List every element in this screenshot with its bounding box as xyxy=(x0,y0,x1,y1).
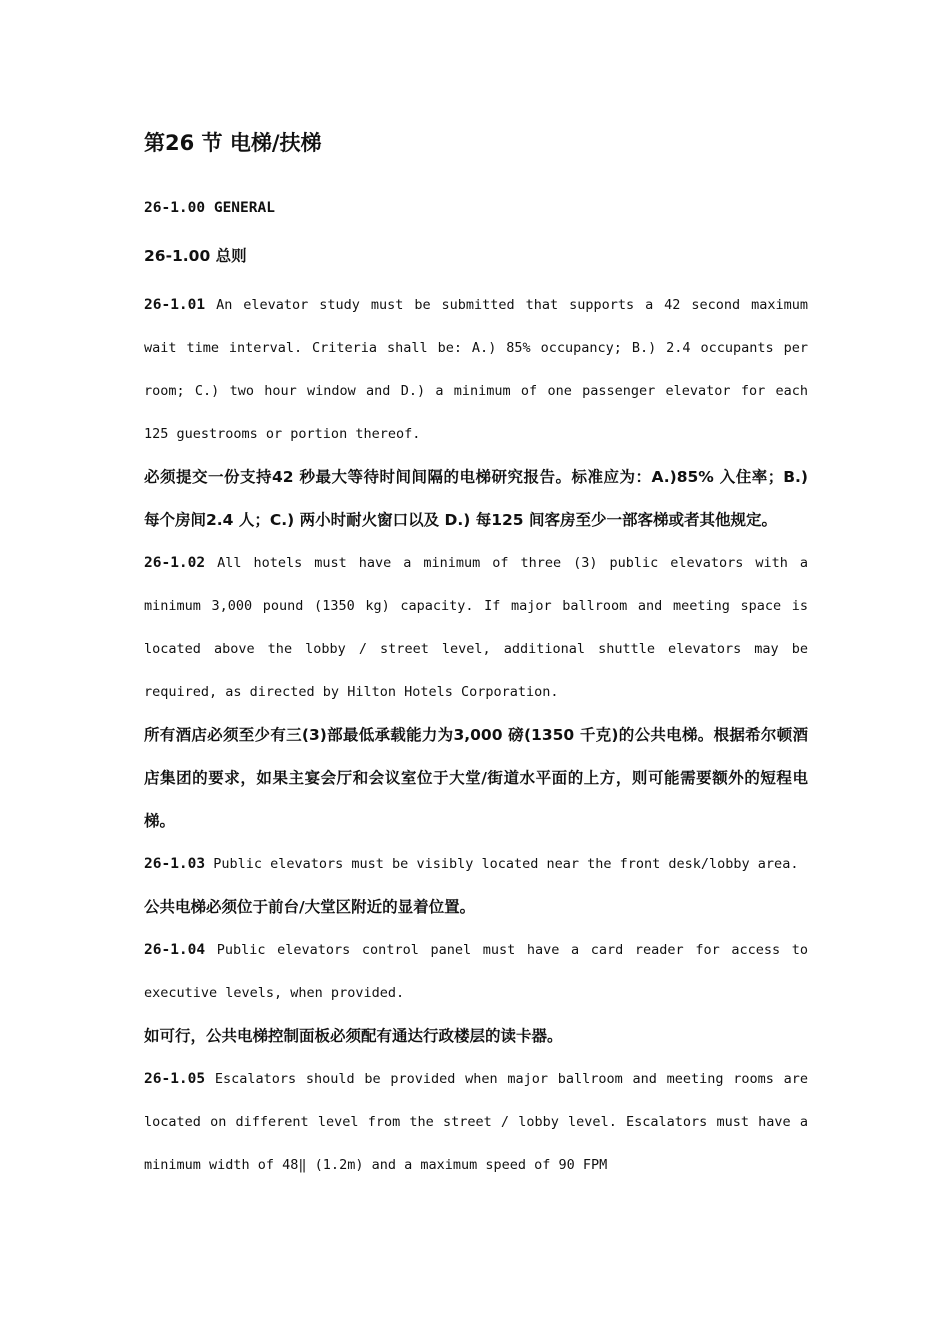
clause-en xyxy=(144,929,808,1015)
clause-number: 26-1.04 xyxy=(144,942,206,958)
clause-text-cn: 所有酒店必须至少有三(3)部最低承载能力为3,000 磅(1350 千克)的公共电梯。根据希尔顿酒店集团的要求，如果主宴会厅和会议室位于大堂/街道水平面的上方，则可能需要额外的短程电梯。 xyxy=(144,726,808,830)
clause-text-cn: 如可行，公共电梯控制面板必须配有通达行政楼层的读卡器。 xyxy=(144,1027,563,1045)
clause-text-cn: 公共电梯必须位于前台/大堂区附近的显着位置。 xyxy=(144,898,476,916)
section-title: 第26 节 电梯/扶梯 xyxy=(144,131,322,155)
general-heading-en: 26-1.00 GENERAL xyxy=(144,200,275,216)
general-heading-cn: 26-1.00 总则 xyxy=(144,247,247,265)
clause-en xyxy=(144,284,808,456)
clause-text-en: Public elevators control panel must have a card reader for access to executive levels, when provided. xyxy=(144,942,808,1001)
clause-text-cn: 必须提交一份支持42 秒最大等待时间间隔的电梯研究报告。标准应为：A.)85% 入住率；B.) 每个房间2.4 人；C.) 两小时耐火窗口以及 D.) 每125 间客房至少一部客梯或者其他规定。 xyxy=(144,468,808,529)
clause-number: 26-1.02 xyxy=(144,555,206,571)
clause-text-en: Public elevators must be visibly located near the front desk/lobby area. xyxy=(213,856,799,872)
clause-number: 26-1.01 xyxy=(144,297,206,313)
clause-text-en: An elevator study must be submitted that supports a 42 second maximum wait time interval. Criteria shall be: A.) 85% occupancy; B.) 2.4 occupants per room; C.) two hour window and D.) a minimum of one passenger elevator for each 125 guestrooms or portion thereof. xyxy=(144,297,808,442)
clause-en xyxy=(144,1058,808,1187)
document-body xyxy=(144,127,808,1187)
clause-en xyxy=(144,542,808,714)
clause-number: 26-1.03 xyxy=(144,856,206,872)
clause-number: 26-1.05 xyxy=(144,1071,206,1087)
clause-text-en: All hotels must have a minimum of three (3) public elevators with a minimum 3,000 pound (1350 kg) capacity. If major ballroom and meeting space is located above the lobby / street level, additional shuttle elevators may be required, as directed by Hilton Hotels Corporation. xyxy=(144,555,808,700)
clause-text-en: Escalators should be provided when major ballroom and meeting rooms are located on different level from the street / lobby level. Escalators must have a minimum width of 48‖ (1.2m) and a maximum speed of 90 FPM xyxy=(144,1071,808,1173)
clause-en xyxy=(144,843,808,886)
